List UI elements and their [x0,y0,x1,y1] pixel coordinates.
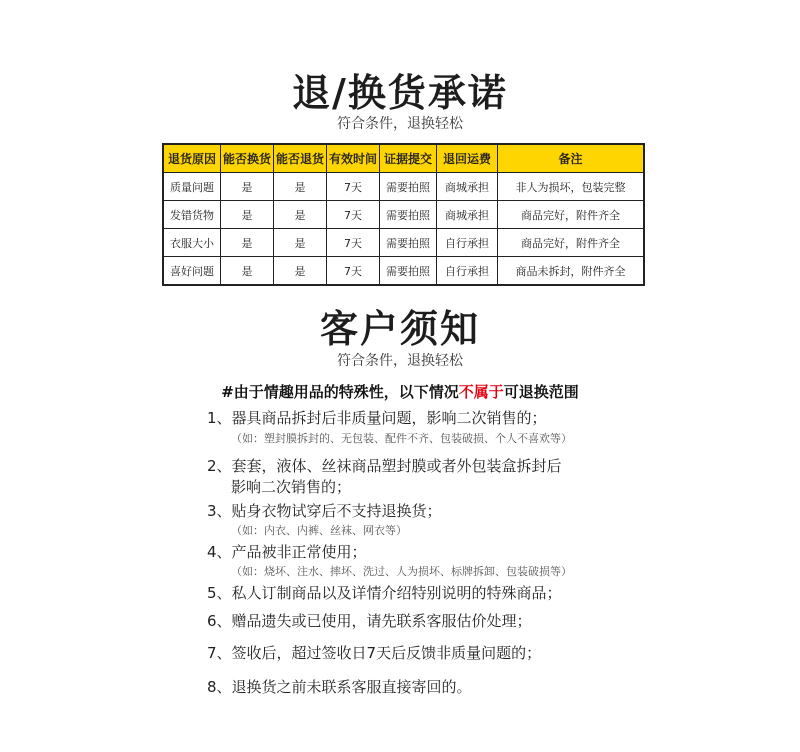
notice-heading-prefix: #由于情趣用品的特殊性，以下情况 [221,383,459,401]
table-row [163,257,644,286]
header-reason: 退货原因 [163,144,221,173]
list-item: 6、赠品遗失或已使用，请先联系客服估价处理； [207,612,532,630]
cell-reason: 质量问题 [163,173,221,201]
cell-remarks: 非人为损坏，包装完整 [498,173,645,201]
cell-reason: 衣服大小 [163,229,221,257]
header-refund: 能否退货 [274,144,327,173]
cell-remarks: 商品完好，附件齐全 [498,229,645,257]
list-item: 5、私人订制商品以及详情介绍特别说明的特殊商品； [207,584,562,602]
cell-exchange: 是 [221,173,274,201]
list-item-note: （如：塑封膜拆封的、无包装、配件不齐、包装破损、个人不喜欢等） [231,432,572,445]
notice-heading-suffix: 可退换范围 [503,383,579,401]
cell-remarks: 商品完好，附件齐全 [498,201,645,229]
list-item: 7、签收后，超过签收日7天后反馈非质量问题的； [207,644,542,662]
return-policy-table [162,143,645,286]
return-policy-title: 退/换货承诺 [0,62,800,123]
cell-refund: 是 [274,257,327,286]
customer-notice-subtitle: 符合条件，退换轻松 [337,353,463,369]
cell-refund: 是 [274,173,327,201]
cell-shipping: 自行承担 [437,257,498,286]
cell-evidence: 需要拍照 [380,257,437,286]
list-item-note: （如：烧坏、注水、摔坏、洗过、人为损坏、标牌拆卸、包装破损等） [231,565,572,578]
notice-heading [0,381,800,402]
cell-exchange: 是 [221,201,274,229]
list-item: 8、退换货之前未联系客服直接寄回的。 [207,678,472,696]
cell-refund: 是 [274,229,327,257]
table-row [163,173,644,201]
cell-exchange: 是 [221,257,274,286]
cell-valid-time: 7天 [327,201,380,229]
cell-valid-time: 7天 [327,229,380,257]
list-item-note: （如：内衣、内裤、丝袜、网衣等） [231,524,407,537]
customer-notice-title: 客户须知 [0,298,800,359]
list-item: 2、套套，液体、丝袜商品塑封膜或者外包装盒拆封后 [207,457,562,475]
cell-exchange: 是 [221,229,274,257]
cell-evidence: 需要拍照 [380,173,437,201]
header-evidence: 证据提交 [380,144,437,173]
notice-heading-highlight: 不属于 [458,383,504,401]
list-item-continuation: 影响二次销售的； [231,478,352,496]
table-row [163,201,644,229]
header-exchange: 能否换货 [221,144,274,173]
list-item: 1、器具商品拆封后非质量问题，影响二次销售的； [207,409,547,427]
header-valid-time: 有效时间 [327,144,380,173]
cell-remarks: 商品未拆封，附件齐全 [498,257,645,286]
cell-refund: 是 [274,201,327,229]
table-header-row [163,144,644,173]
cell-shipping: 商城承担 [437,173,498,201]
cell-shipping: 自行承担 [437,229,498,257]
cell-valid-time: 7天 [327,257,380,286]
cell-valid-time: 7天 [327,173,380,201]
cell-evidence: 需要拍照 [380,201,437,229]
cell-shipping: 商城承担 [437,201,498,229]
return-policy-subtitle: 符合条件，退换轻松 [337,116,463,132]
cell-reason: 喜好问题 [163,257,221,286]
table-row [163,229,644,257]
header-shipping: 退回运费 [437,144,498,173]
list-item: 3、贴身衣物试穿后不支持退换货； [207,502,442,520]
header-remarks: 备注 [498,144,645,173]
cell-evidence: 需要拍照 [380,229,437,257]
cell-reason: 发错货物 [163,201,221,229]
list-item: 4、产品被非正常使用； [207,543,367,561]
